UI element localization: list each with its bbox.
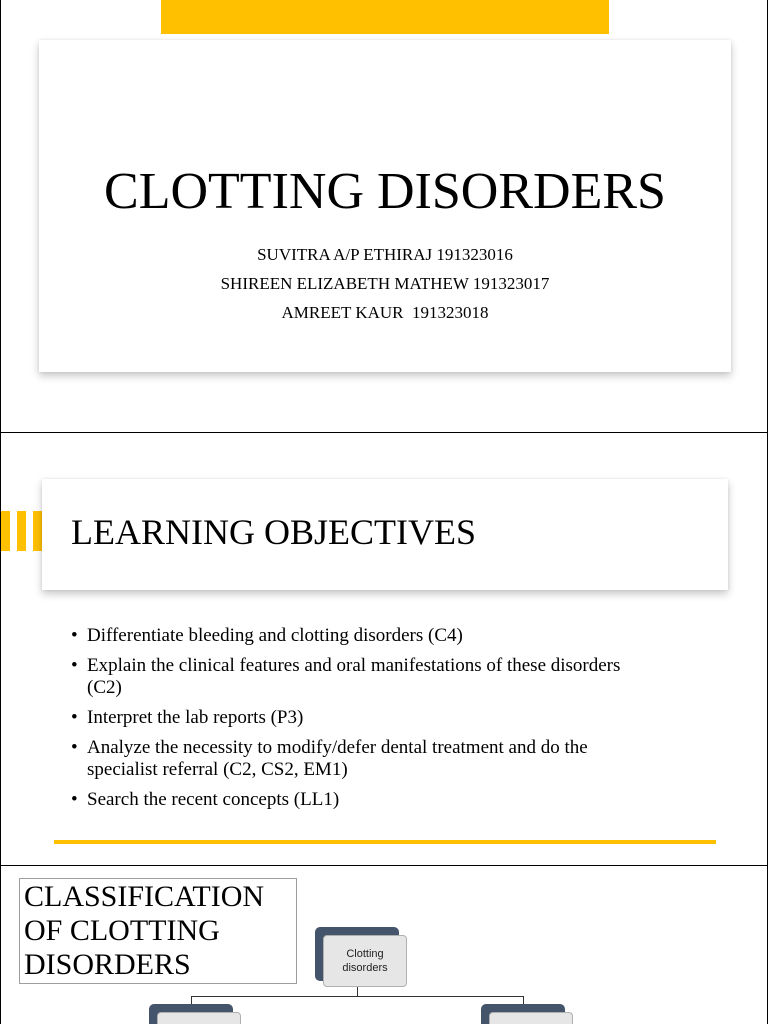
accent-rule xyxy=(54,840,716,844)
title-line: CLASSIFICATION xyxy=(24,880,265,913)
accent-bar xyxy=(161,0,609,34)
bullet-icon: • xyxy=(71,737,78,758)
bullet-icon: • xyxy=(71,789,78,810)
classification-title xyxy=(19,878,297,984)
accent-stripe xyxy=(17,511,26,551)
slide-learning-objectives xyxy=(0,433,768,865)
presentation-title: CLOTTING DISORDERS xyxy=(104,163,666,220)
child-node xyxy=(157,1012,241,1024)
author-list xyxy=(1,240,768,327)
child-node xyxy=(489,1012,573,1024)
bullet-icon: • xyxy=(71,625,78,646)
bullet-text: Analyze the necessity to modify/defer dental treatment and do the xyxy=(87,737,588,758)
list-item xyxy=(71,625,711,647)
title-line: DISORDERS xyxy=(24,948,191,981)
slide-classification xyxy=(0,866,768,1024)
connector-line xyxy=(357,987,358,996)
bullet-text: Search the recent concepts (LL1) xyxy=(87,789,340,810)
list-item xyxy=(71,737,711,781)
objectives-title: LEARNING OBJECTIVES xyxy=(71,512,476,552)
objectives-list xyxy=(71,625,711,819)
accent-stripe xyxy=(33,511,42,551)
list-item xyxy=(71,707,711,729)
author-line: SHIREEN ELIZABETH MATHEW 191323017 xyxy=(220,274,550,293)
bullet-text: Interpret the lab reports (P3) xyxy=(87,707,304,728)
list-item xyxy=(71,789,711,811)
accent-stripe xyxy=(1,511,10,551)
accent-stripes xyxy=(1,511,43,551)
author-line: SUVITRA A/P ETHIRAJ 191323016 xyxy=(257,245,513,264)
author-line: AMREET KAUR 191323018 xyxy=(281,303,489,322)
connector-line xyxy=(191,996,524,997)
bullet-icon: • xyxy=(71,655,78,676)
node-label-line: disorders xyxy=(342,962,388,974)
bullet-icon: • xyxy=(71,707,78,728)
list-item xyxy=(71,655,711,699)
slide-title xyxy=(0,0,768,432)
bullet-text: Explain the clinical features and oral manifestations of these disorders xyxy=(87,655,621,676)
root-node xyxy=(323,935,407,987)
bullet-text: specialist referral (C2, CS2, EM1) xyxy=(87,759,348,780)
title-line: OF CLOTTING xyxy=(24,914,220,947)
bullet-text: Differentiate bleeding and clotting disorders (C4) xyxy=(87,625,463,646)
node-label-line: Clotting xyxy=(346,948,384,960)
bullet-text: (C2) xyxy=(87,677,122,698)
